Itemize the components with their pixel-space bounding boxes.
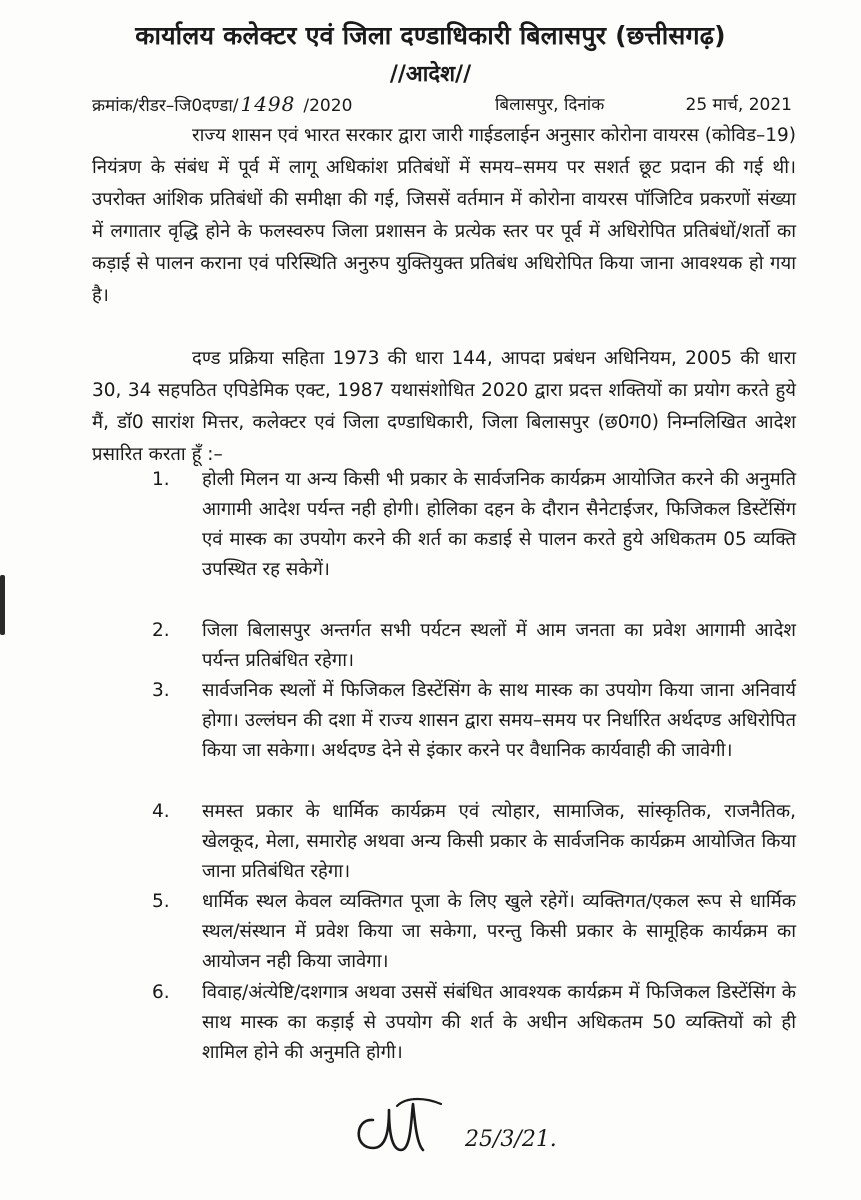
order-number-prefix: क्रमांक/रीडर–जि0दण्डा/ xyxy=(92,96,239,116)
reference-line xyxy=(92,92,792,120)
order-number-group xyxy=(92,92,352,116)
item-text: धार्मिक स्थल केवल व्यक्तिगत पूजा के लिए खुले रहेगें। व्यक्तिगत/एकल रूप से धार्मिक स्थल/संस्थान में प्रवेश किया जा सकेगा, परन्तु किसी प्रकार के सामूहिक कार्यक्रम का आयोजन नही किया जावेगा। xyxy=(202,891,796,972)
item-text: होली मिलन या अन्य किसी भी प्रकार के सार्वजनिक कार्यक्रम आयोजित करने की अनुमति आगामी आदेश पर्यन्त नही होगी। होलिका दहन के दौरान सैनेटाईजर, फिजिकल डिस्टेंसिंग एवं मास्क का उपयोग करने की शर्त का कडाई से पालन करते हुये अधिकतम 05 व्यक्ति उपस्थित रह सकेगें। xyxy=(202,469,796,580)
item-number: 1. xyxy=(152,469,170,490)
item-text: सार्वजनिक स्थलों में फिजिकल डिस्टेंसिंग के साथ मास्क का उपयोग किया जाना अनिवार्य होगा। उल्लंघन की दशा में राज्य शासन द्वारा समय–समय पर निर्धारित अर्थदण्ड अधिरोपित किया जा सकेगा। अर्थदण्ड देने से इंकार करने पर वैधानिक कार्यवाही की जावेगी। xyxy=(202,680,796,761)
collector-signature xyxy=(345,1090,585,1170)
scan-edge-mark xyxy=(0,575,5,635)
item-text: जिला बिलासपुर अन्तर्गत सभी पर्यटन स्थलों में आम जनता का प्रवेश आगामी आदेश पर्यन्त प्रतिबंधित रहेगा। xyxy=(202,620,796,671)
order-title: //आदेश// xyxy=(389,62,472,87)
item-number: 4. xyxy=(152,801,170,822)
order-place: बिलासपुर, दिनांक xyxy=(495,95,605,115)
item-number: 3. xyxy=(152,680,170,701)
office-heading: कार्यालय कलेक्टर एवं जिला दण्डाधिकारी बिलासपुर (छत्तीसगढ़) xyxy=(135,21,726,50)
item-text: विवाह/अंत्येष्टि/दशगात्र अथवा उससें संबंधित आवश्यक कार्यक्रम में फिजिकल डिस्टेंसिंग के साथ मास्क का कड़ाई से उपयोग की शर्त के अधीन अधिकतम 50 व्यक्तियों को ही शामिल होने की अनुमति होगी। xyxy=(202,982,796,1063)
signature-date-note: 25/3/21. xyxy=(465,1127,557,1152)
item-number: 6. xyxy=(152,982,170,1003)
item-text: समस्त प्रकार के धार्मिक कार्यक्रम एवं त्योहार, सामाजिक, सांस्कृतिक, राजनैतिक, खेलकूद, मेला, समारोह अथवा अन्य किसी प्रकार के सार्वजनिक कार्यक्रम आयोजित किया जाना प्रतिबंधित रहेगा। xyxy=(202,801,796,882)
order-number-year: /2020 xyxy=(303,96,353,116)
item-number: 2. xyxy=(152,620,170,641)
authority-paragraph: दण्ड प्रक्रिया सहिता 1973 की धारा 144, आपदा प्रबंधन अधिनियम, 2005 की धारा 30, 34 सहपठित एपिडेमिक एक्ट, 1987 यथासंशोधित 2020 द्वारा प्रदत्त शक्तियों का प्रयोग करते हुये मैं, डॉ0 सारांश मित्तर, कलेक्टर एवं जिला दण्डाधिकारी, जिला बिलासपुर (छ0ग0) निम्नलिखित आदेश प्रसारित करता हूँ :– xyxy=(92,348,796,465)
order-number-handwritten: 1498 xyxy=(240,92,296,116)
preamble-paragraph: राज्य शासन एवं भारत सरकार द्वारा जारी गाईडलाईन अनुसार कोरोना वायरस (कोविड–19) नियंत्रण के संबंध में पूर्व में लागू अधिकांश प्रतिबंधों में समय–समय पर सशर्त छूट प्रदान की गई थी। उपरोक्त आंशिक प्रतिबंधों की समीक्षा की गई, जिससें वर्तमान में कोरोना वायरस पॉजिटिव प्रकरणों संख्या में लगातार वृद्धि होने के फलस्वरुप जिला प्रशासन के प्रत्येक स्तर पर पूर्व में अधिरोपित प्रतिबंधों/शर्तो का कड़ाई से पालन कराना एवं परिस्थिति अनुरुप युक्तियुक्त प्रतिबंध अधिरोपित किया जाना आवश्यक हो गया है। xyxy=(92,125,796,306)
order-date: 25 मार्च, 2021 xyxy=(685,95,792,115)
item-number: 5. xyxy=(152,891,170,912)
signature-scribble xyxy=(345,1090,585,1170)
